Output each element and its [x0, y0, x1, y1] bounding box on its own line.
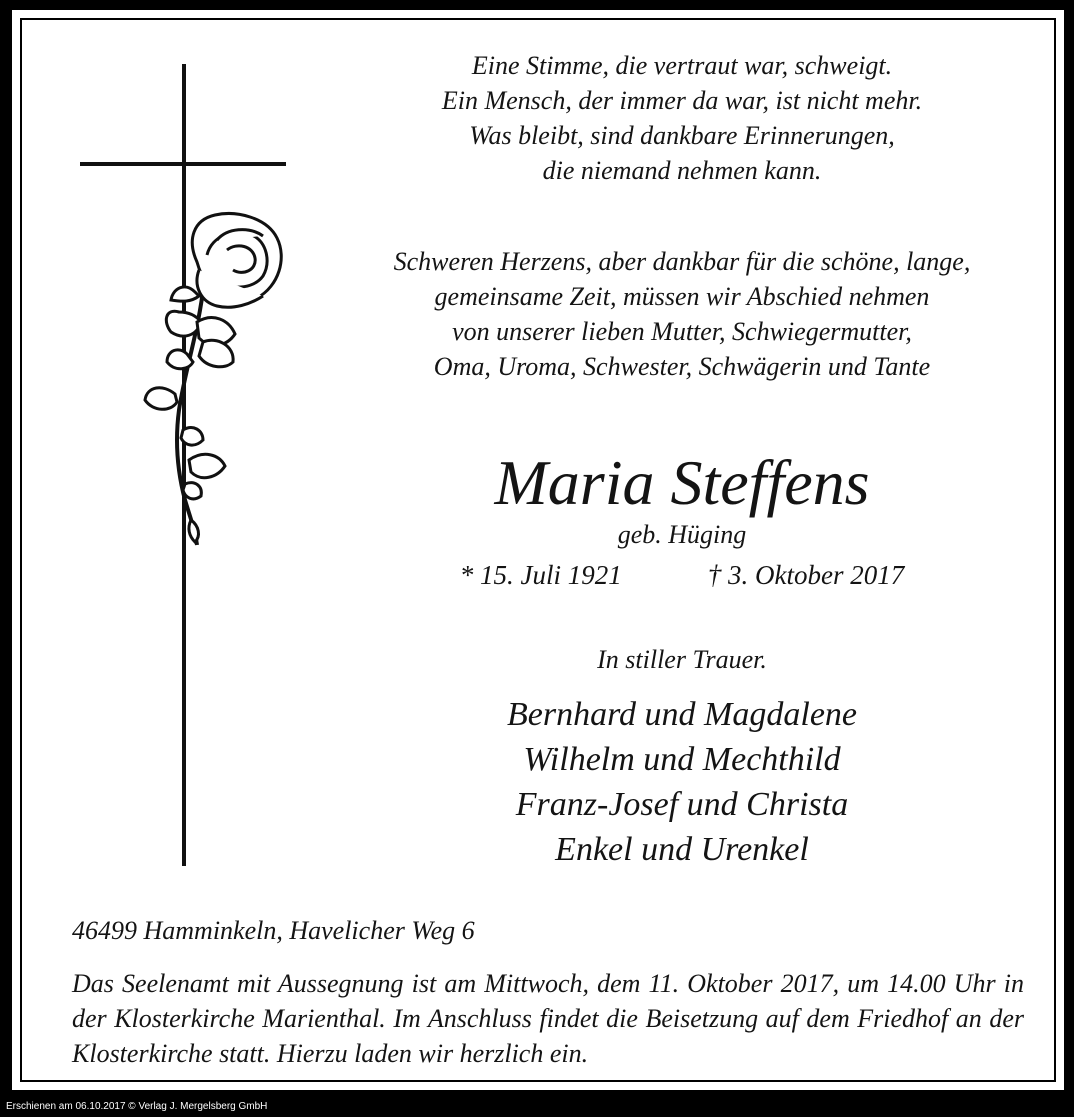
poem-line: Ein Mensch, der immer da war, ist nicht mehr. [441, 86, 923, 115]
notice-line: Oma, Uroma, Schwester, Schwägerin und Tante [433, 352, 931, 381]
poem-line: Was bleibt, sind dankbare Erinnerungen, [469, 121, 895, 150]
poem-line: die niemand nehmen kann. [542, 156, 822, 185]
notice-line: gemeinsame Zeit, müssen wir Abschied nehmen [434, 282, 930, 311]
life-dates [342, 556, 1022, 594]
mourner: Wilhelm und Mechthild [523, 741, 841, 778]
deceased-name: Maria Steffens [494, 447, 870, 518]
cross-with-rose-icon [67, 50, 297, 870]
mourner: Enkel und Urenkel [555, 831, 809, 868]
mourners-list [342, 692, 1022, 872]
farewell-notice [342, 244, 1022, 384]
birth-name: geb. Hüging [617, 520, 747, 549]
publication-footer: Erschienen am 06.10.2017 © Verlag J. Mergelsberg GmbH [6, 1101, 268, 1112]
mourning-heading: In stiller Trauer. [597, 645, 767, 674]
address: 46499 Hamminkeln, Havelicher Weg 6 [72, 916, 475, 945]
mourner: Bernhard und Magdalene [506, 696, 857, 733]
obituary-notice [12, 10, 1064, 1090]
death-date: † 3. Oktober 2017 [707, 560, 905, 590]
service-info: Das Seelenamt mit Aussegnung ist am Mittwoch, dem 11. Oktober 2017, um 14.00 Uhr in der Klosterkirche Marienthal. Im Anschluss findet die Beisetzung auf dem Friedhof an der Klosterkirche statt. Hierzu laden wir herzlich ein. [72, 969, 1024, 1068]
notice-line: Schweren Herzens, aber dankbar für die schöne, lange, [393, 247, 971, 276]
birth-date: * 15. Juli 1921 [459, 560, 622, 590]
poem-line: Eine Stimme, die vertraut war, schweigt. [471, 51, 893, 80]
notice-line: von unserer lieben Mutter, Schwiegermutter, [452, 317, 912, 346]
poem [342, 48, 1022, 188]
mourner: Franz-Josef und Christa [515, 786, 849, 823]
obituary-border [20, 18, 1056, 1082]
